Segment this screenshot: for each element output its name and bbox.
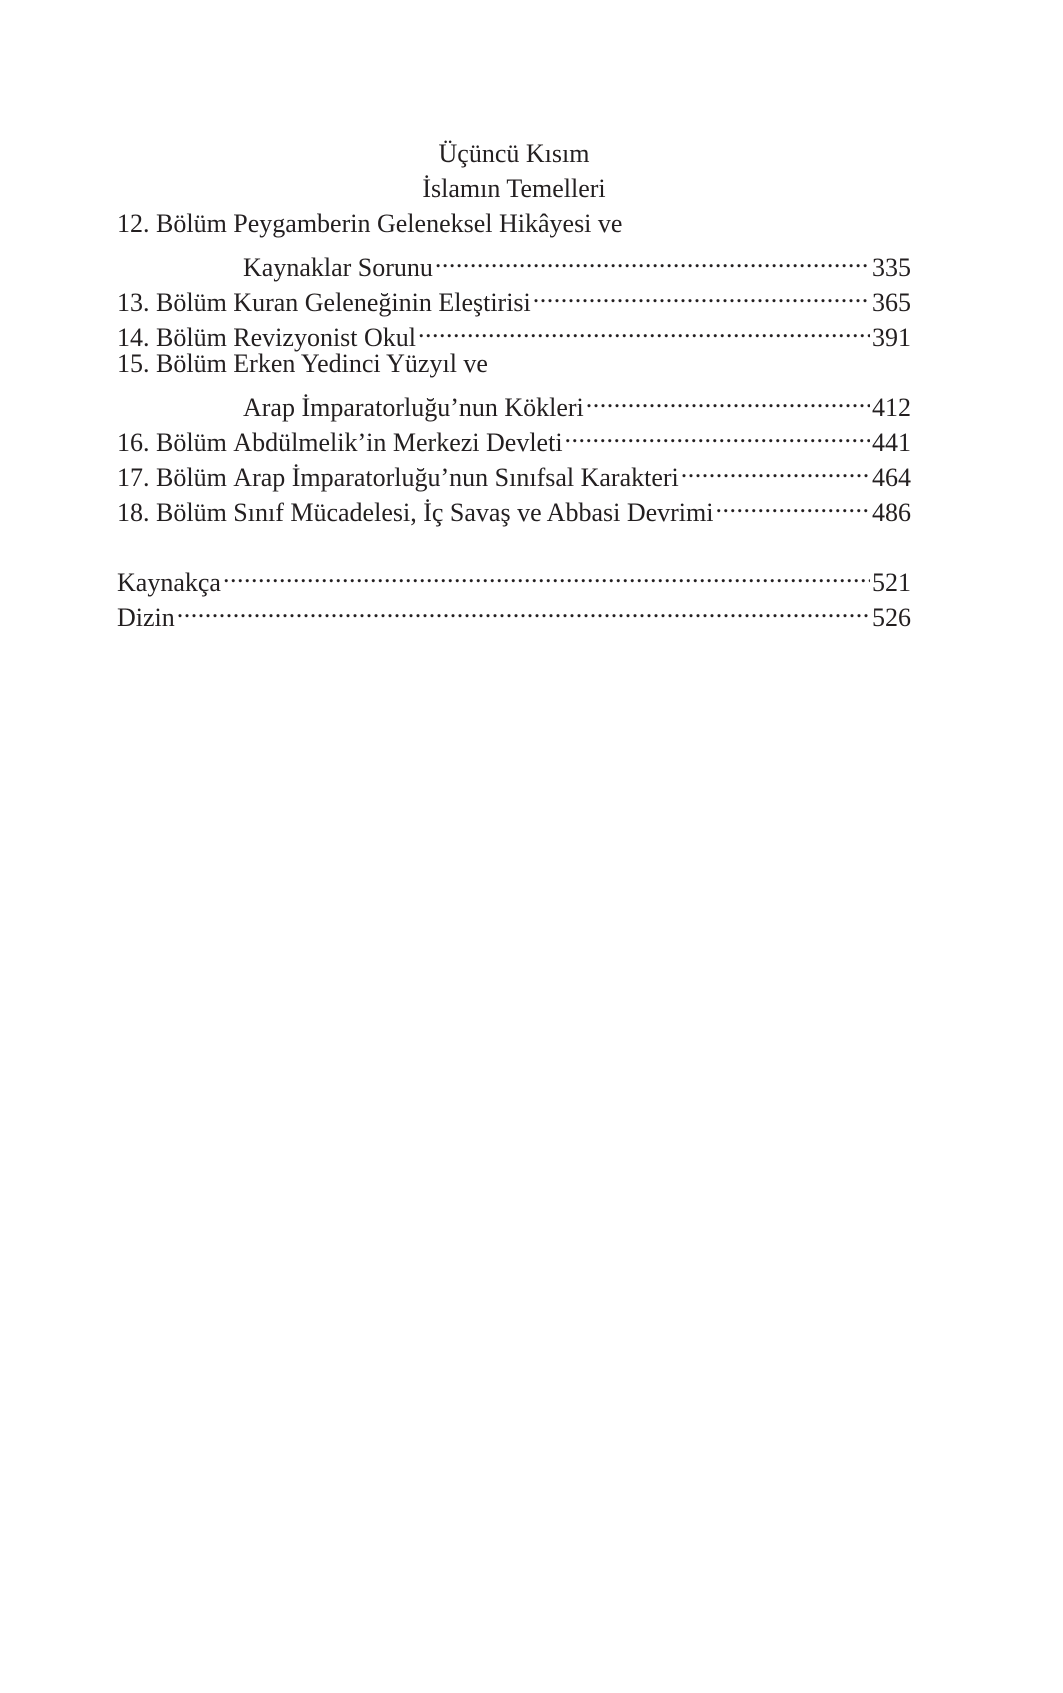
chapter-number: 14. Bölüm xyxy=(117,323,227,352)
chapter-number: 12. Bölüm xyxy=(117,209,227,238)
chapter-title: Abdülmelik’in Merkezi Devleti xyxy=(233,428,563,457)
toc-entry-chapter-12-line2[interactable] xyxy=(117,241,911,282)
page-number: 464 xyxy=(872,463,911,492)
chapter-title: Peygamberin Geleneksel Hikâyesi ve xyxy=(233,209,623,238)
toc-entry-index[interactable] xyxy=(117,591,911,632)
chapter-title: Arap İmparatorluğu’nun Sınıfsal Karakteri xyxy=(233,463,679,492)
chapter-title-continued: Arap İmparatorluğu’nun Kökleri xyxy=(243,393,584,422)
toc-entry-chapter-12-line1 xyxy=(117,206,911,241)
page-number: 526 xyxy=(872,603,911,632)
back-matter-title: Kaynakça xyxy=(117,568,221,597)
page-number: 365 xyxy=(872,288,911,317)
chapter-title: Sınıf Mücadelesi, İç Savaş ve Abbasi Devrimi xyxy=(233,498,714,527)
toc-entry-bibliography[interactable] xyxy=(117,556,911,597)
page-number: 412 xyxy=(872,393,911,422)
chapter-title: Erken Yedinci Yüzyıl ve xyxy=(233,349,488,378)
page-number: 486 xyxy=(872,498,911,527)
chapter-number: 16. Bölüm xyxy=(117,428,227,457)
toc-entry-chapter-15-line2[interactable] xyxy=(117,381,911,422)
dot-leader xyxy=(565,416,870,451)
part-number: Üçüncü Kısım xyxy=(438,139,590,168)
page-number: 335 xyxy=(872,253,911,282)
chapter-number: 13. Bölüm xyxy=(117,288,227,317)
chapter-number: 17. Bölüm xyxy=(117,463,227,492)
page-number: 521 xyxy=(872,568,911,597)
toc-entry-chapter-15-line1 xyxy=(117,346,911,381)
page-number: 441 xyxy=(872,428,911,457)
back-matter-title: Dizin xyxy=(117,603,175,632)
chapter-title-continued: Kaynaklar Sorunu xyxy=(243,253,433,282)
dot-leader xyxy=(435,241,870,276)
dot-leader xyxy=(715,486,870,521)
chapter-title: Kuran Geleneğinin Eleştirisi xyxy=(233,288,531,317)
table-of-contents xyxy=(117,136,911,632)
part-title: İslamın Temelleri xyxy=(422,174,606,203)
dot-leader xyxy=(586,381,870,416)
dot-leader xyxy=(223,556,870,591)
toc-entry-chapter-13[interactable] xyxy=(117,276,911,317)
chapter-title: Revizyonist Okul xyxy=(233,323,417,352)
chapter-number: 15. Bölüm xyxy=(117,349,227,378)
dot-leader xyxy=(681,451,870,486)
dot-leader xyxy=(533,276,870,311)
page-number: 391 xyxy=(872,323,911,352)
dot-leader xyxy=(177,591,870,626)
dot-leader xyxy=(418,311,870,346)
chapter-number: 18. Bölüm xyxy=(117,498,227,527)
